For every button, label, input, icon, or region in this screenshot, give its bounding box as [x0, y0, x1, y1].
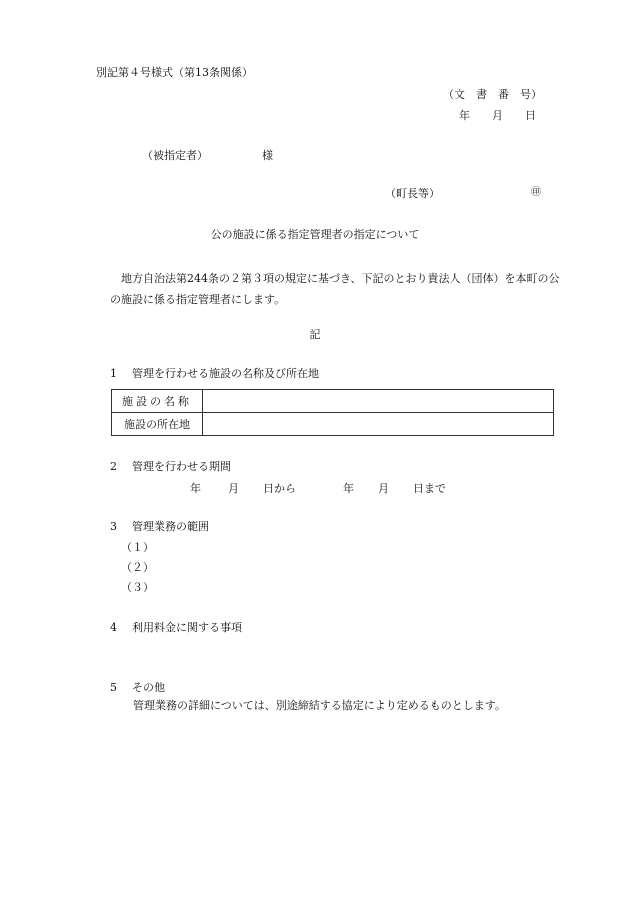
- list-item: （１）: [121, 541, 154, 554]
- ki-heading: 記: [309, 328, 321, 341]
- addressee-label: （被指定者）: [142, 149, 208, 162]
- section-3-heading: [110, 521, 209, 532]
- section-number: 4: [110, 621, 117, 634]
- table-row: [112, 413, 554, 436]
- facility-name-value: [203, 390, 554, 413]
- closing-text: 管理業務の詳細については、別途締結する協定により定めるものとします。: [133, 699, 506, 712]
- section-title: 管理業務の範囲: [132, 520, 209, 533]
- section-number: 2: [110, 460, 117, 473]
- section-title: その他: [132, 681, 165, 694]
- document-date: 年 月 日: [459, 109, 536, 122]
- facility-location-label: 施設の所在地: [112, 413, 203, 436]
- form-number: 別記第４号様式（第13条関係）: [96, 66, 253, 79]
- body-paragraph: [110, 268, 570, 310]
- section-number: 3: [110, 520, 117, 533]
- addressee: [142, 149, 273, 162]
- list-item: （２）: [121, 561, 154, 574]
- document-subject: 公の施設に係る指定管理者の指定について: [210, 228, 420, 241]
- section-number: 1: [110, 367, 117, 380]
- end-month: 月: [378, 482, 389, 495]
- section-4-heading: [110, 622, 242, 633]
- section-number: 5: [110, 681, 117, 694]
- facility-table: [111, 389, 554, 436]
- sender: [385, 187, 541, 200]
- document-number: （文 書 番 号）: [443, 88, 542, 101]
- body-text: 地方自治法第244条の２第３項の規定に基づき、下記のとおり貴法人（団体）を本町の公の施設に係る指定管理者にします。: [110, 272, 560, 306]
- start-month: 月: [228, 482, 239, 495]
- section-5-heading: [110, 682, 165, 693]
- table-row: [112, 390, 554, 413]
- section-title: 管理を行わせる施設の名称及び所在地: [132, 367, 319, 380]
- facility-name-label: 施設の名称: [112, 390, 203, 413]
- sender-label: （町長等）: [385, 187, 440, 200]
- section-title: 管理を行わせる期間: [132, 460, 231, 473]
- section-title: 利用料金に関する事項: [132, 621, 242, 634]
- list-item: （３）: [121, 581, 154, 594]
- addressee-honorific: 様: [262, 149, 273, 162]
- seal-mark: ㊞: [531, 187, 541, 198]
- facility-location-value: [203, 413, 554, 436]
- section-2-heading: [110, 461, 231, 472]
- end-year: 年: [343, 482, 354, 495]
- start-day: 日から: [263, 482, 296, 495]
- start-year: 年: [190, 482, 201, 495]
- end-day: 日まで: [413, 482, 446, 495]
- section-1-heading: [110, 368, 319, 379]
